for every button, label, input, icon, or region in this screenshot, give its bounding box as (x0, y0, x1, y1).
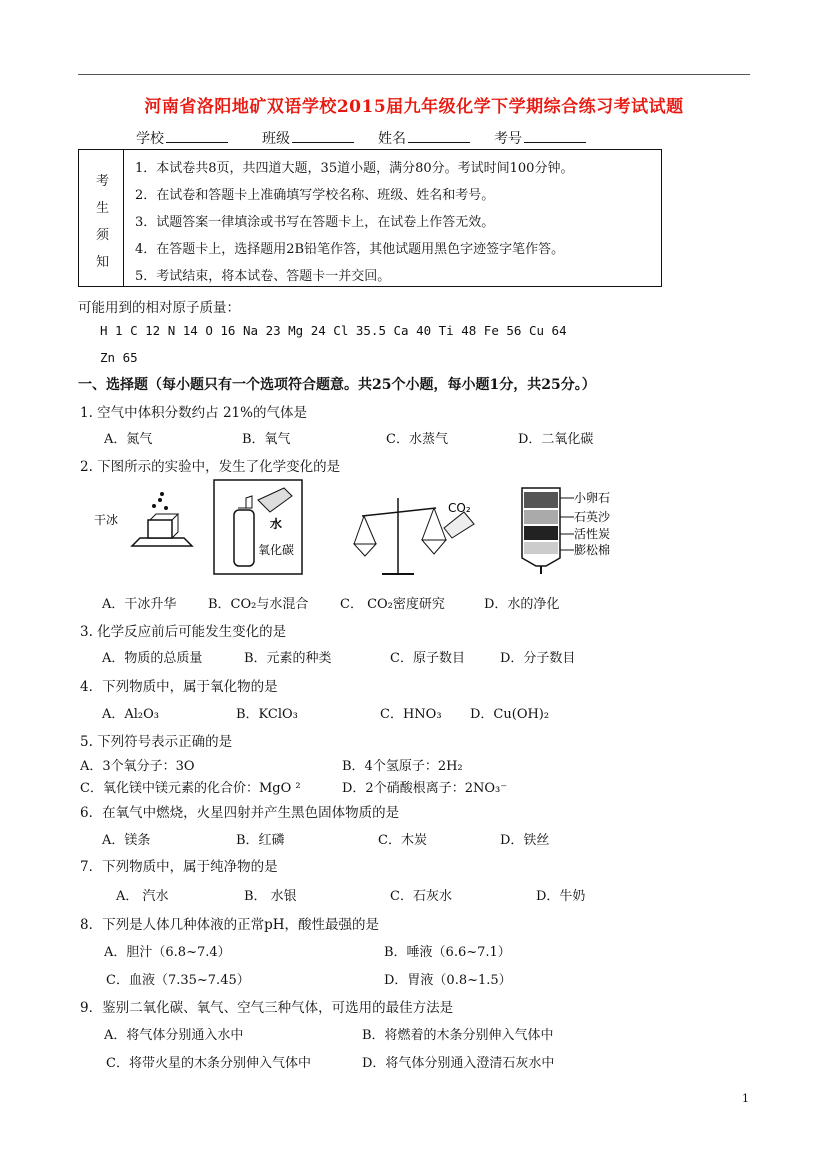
atomic-mass-title: 可能用到的相对原子质量： (78, 300, 240, 316)
water-label: 水 (270, 517, 283, 531)
question-stem: 2. 下图所示的实验中，发生了化学变化的是 (80, 459, 341, 475)
option-a[interactable]: A．氮气 (104, 432, 153, 447)
question-stem: 1. 空气中体积分数约占 21%的气体是 (80, 405, 307, 421)
option-d[interactable]: D．二氧化碳 (518, 432, 594, 447)
layer-label: 活性炭 (574, 527, 611, 541)
option-a[interactable]: A．Al₂O₃ (102, 707, 160, 722)
notice-rule: 5．考试结束，将本试卷、答题卡一并交回。 (135, 269, 391, 284)
option-c[interactable]: C．石灰水 (390, 889, 452, 904)
option-b[interactable]: B．唾液（6.6~7.1） (384, 945, 511, 960)
option-c[interactable]: C．水蒸气 (386, 432, 448, 447)
option-d[interactable]: D．将气体分别通入澄清石灰水中 (362, 1056, 555, 1071)
option-d[interactable]: D．牛奶 (536, 889, 586, 904)
water-filter-figure (516, 484, 624, 576)
option-b[interactable]: B．4个氢原子：2H₂ (342, 759, 463, 774)
exam-notice-box (78, 149, 662, 287)
option-a[interactable]: A．干冰升华 (102, 597, 177, 612)
question-stem: 4．下列物质中，属于氧化物的是 (80, 679, 278, 695)
notice-side-label: 考 生 须 知 (79, 150, 124, 286)
dry-ice-figure (92, 486, 202, 566)
question-stem: 6．在氧气中燃烧，火星四射并产生黑色固体物质的是 (80, 805, 400, 821)
option-b[interactable]: B．将燃着的木条分别伸入气体中 (362, 1028, 554, 1043)
option-a[interactable]: A．胆汁（6.8~7.4） (104, 945, 231, 960)
page-number: 1 (742, 1092, 749, 1105)
notice-rule: 2．在试卷和答题卡上准确填写学校名称、班级、姓名和考号。 (135, 188, 495, 203)
option-d[interactable]: D．水的净化 (484, 597, 560, 612)
option-d[interactable]: D．Cu(OH)₂ (470, 707, 550, 722)
layer-label: 膨松棉 (574, 543, 611, 557)
option-c[interactable]: C．血液（7.35~7.45） (106, 973, 250, 988)
option-d[interactable]: D．2个硝酸根离子：2NO₃⁻ (342, 781, 508, 796)
exam-number-field[interactable]: 考号 (494, 128, 586, 148)
header-rule (78, 74, 750, 75)
question-stem: 9．鉴别二氧化碳、氧气、空气三种气体，可选用的最佳方法是 (80, 1000, 454, 1016)
co2-gas-label: CO₂ (448, 501, 471, 515)
option-b[interactable]: B．氧气 (242, 432, 291, 447)
question-stem: 3. 化学反应前后可能发生变化的是 (80, 624, 287, 640)
option-d[interactable]: D．铁丝 (500, 833, 550, 848)
layer-label: 石英沙 (574, 510, 611, 524)
page-title: 河南省洛阳地矿双语学校2015届九年级化学下学期综合练习考试试题 (144, 97, 684, 117)
option-c[interactable]: C．将带火星的木条分别伸入气体中 (106, 1056, 311, 1071)
section-heading: 一、选择题（每小题只有一个选项符合题意。共25个小题，每小题1分，共25分。） (78, 377, 596, 393)
option-c[interactable]: C． CO₂密度研究 (340, 597, 445, 612)
option-a[interactable]: A．物质的总质量 (102, 651, 203, 666)
option-b[interactable]: B．元素的种类 (244, 651, 332, 666)
option-d[interactable]: D．胃液（0.8~1.5） (384, 973, 512, 988)
dry-ice-label: 干冰 (94, 513, 119, 527)
option-b[interactable]: B．红磷 (236, 833, 285, 848)
question-stem: 7．下列物质中，属于纯净物的是 (80, 859, 278, 875)
notice-rule: 4．在答题卡上，选择题用2B铅笔作答，其他试题用黑色字迹签字笔作答。 (135, 242, 565, 257)
option-a[interactable]: A．将气体分别通入水中 (104, 1028, 244, 1043)
notice-rule: 3．试题答案一律填涂或书写在答题卡上，在试卷上作答无效。 (135, 215, 495, 230)
option-b[interactable]: B．KClO₃ (236, 707, 298, 722)
option-c[interactable]: C．氧化镁中镁元素的化合价：MgO ² (80, 781, 301, 796)
atomic-mass-list: H 1 C 12 N 14 O 16 Na 23 Mg 24 Cl 35.5 Ca 40 Ti 48 Fe 56 Cu 64 (100, 323, 567, 338)
class-field[interactable]: 班级 (262, 128, 354, 148)
layer-label: 小卵石 (574, 491, 611, 505)
option-c[interactable]: C．HNO₃ (380, 707, 442, 722)
atomic-mass-list-cont: Zn 65 (100, 350, 138, 365)
co2-water-figure (212, 478, 304, 576)
school-field[interactable]: 学校 (136, 128, 228, 148)
option-b[interactable]: B． 水银 (244, 889, 297, 904)
co2-label: 氧化碳 (258, 543, 295, 557)
question-stem: 8．下列是人体几种体液的正常pH，酸性最强的是 (80, 917, 380, 933)
option-a[interactable]: A． 汽水 (116, 889, 169, 904)
co2-density-figure (352, 494, 480, 578)
option-c[interactable]: C．原子数目 (390, 651, 465, 666)
name-field[interactable]: 姓名 (378, 128, 470, 148)
option-d[interactable]: D．分子数目 (500, 651, 576, 666)
option-a[interactable]: A．3个氧分子：3O (80, 759, 195, 774)
option-b[interactable]: B．CO₂与水混合 (208, 597, 309, 612)
question-stem: 5. 下列符号表示正确的是 (80, 734, 233, 750)
option-c[interactable]: C．木炭 (378, 833, 427, 848)
option-a[interactable]: A．镁条 (102, 833, 151, 848)
notice-rule: 1．本试卷共8页，共四道大题，35道小题，满分80分。考试时间100分钟。 (135, 161, 574, 176)
